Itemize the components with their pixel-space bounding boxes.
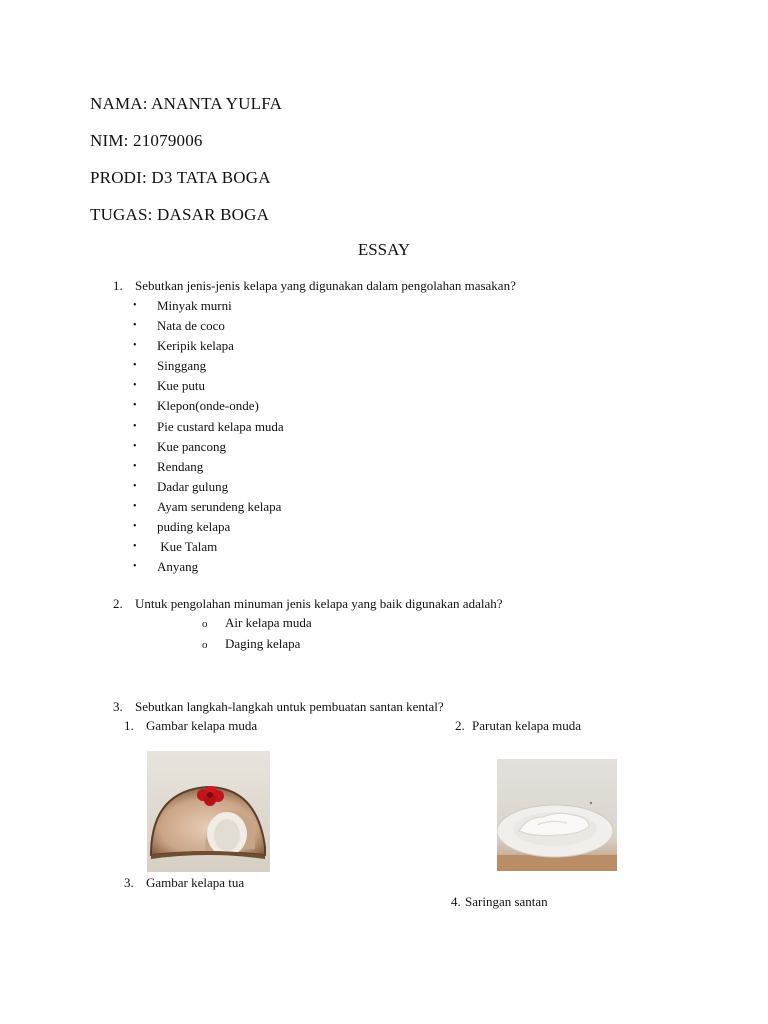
bullet-icon: • [133,480,137,492]
caption-1: 1. Gambar kelapa muda [124,718,258,733]
bullet-icon: • [133,500,137,512]
list-item: • Kue putu [133,376,284,396]
question-3-number: 3. [113,699,123,714]
circle-bullet-icon: o [202,639,208,651]
caption-4: 4. Saringan santan [451,894,548,909]
list-item: • Klepon(onde-onde) [133,396,284,416]
bullet-icon: • [133,380,137,392]
bullet-icon: • [133,420,137,432]
question-3 [113,699,444,715]
page-title: ESSAY [357,240,411,259]
tugas-line: TUGAS: DASAR BOGA [90,205,270,224]
list-item: • Dadar gulung [133,477,284,497]
bullet-icon: • [133,300,137,311]
nim-line: NIM: 21079006 [90,131,203,150]
question-2-answer-list [202,612,312,654]
question-2 [113,596,503,612]
list-item: o Daging kelapa [202,633,312,654]
list-item: • Kue Talam [133,537,284,557]
bullet-icon: • [133,340,137,352]
question-1-text: Sebutkan jenis-jenis kelapa yang digunakan dalam pengolahan masakan? [135,278,516,293]
list-item: • Singgang [133,356,284,376]
list-item: • Minyak murni [133,296,284,316]
caption-3: 3. Gambar kelapa tua [124,875,245,890]
list-item: • Pie custard kelapa muda [133,417,284,437]
question-1-number: 1. [113,278,123,293]
list-item: • Kue pancong [133,437,284,457]
question-1-answer-list [133,296,284,577]
list-item: • Rendang [133,457,284,477]
bullet-icon: • [133,320,137,332]
question-3-text: Sebutkan langkah-langkah untuk pembuatan santan kental? [135,699,444,714]
question-2-text: Untuk pengolahan minuman jenis kelapa yang baik digunakan adalah? [135,596,503,611]
circle-bullet-icon: o [202,618,208,630]
list-item: • Keripik kelapa [133,336,284,356]
bullet-icon: • [133,440,137,452]
bullet-icon: • [133,561,137,573]
list-item: o Air kelapa muda [202,612,312,633]
bullet-icon: • [133,460,137,472]
question-1 [113,278,516,294]
grated-coconut-photo [497,759,617,871]
young-coconut-photo [147,751,270,872]
caption-2: 2. Parutan kelapa muda [455,718,582,733]
prodi-line: PRODI: D3 TATA BOGA [90,168,271,187]
bullet-icon: • [133,360,137,372]
list-item: • Nata de coco [133,316,284,336]
bullet-icon: • [133,521,137,533]
bullet-icon: • [133,400,137,412]
list-item: • puding kelapa [133,517,284,537]
list-item: • Ayam serundeng kelapa [133,497,284,517]
name-line: NAMA: ANANTA YULFA [90,94,283,113]
question-2-number: 2. [113,596,123,611]
list-item: • Anyang [133,557,284,577]
bullet-icon: • [133,541,137,553]
